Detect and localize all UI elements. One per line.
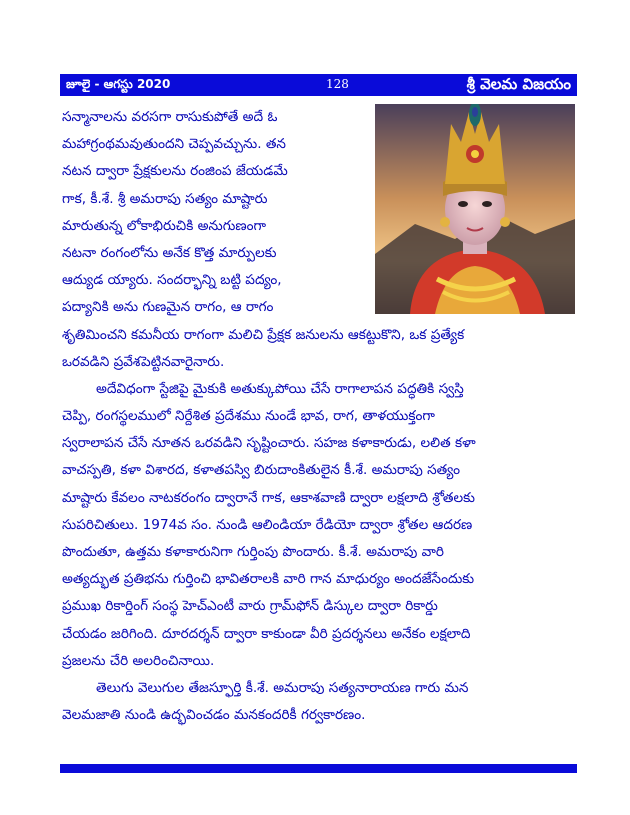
- issue-date: జూలై - ఆగస్టు 2020: [66, 77, 171, 91]
- paragraph-line: సన్మానాలను వరసగా రాసుకుపోతే అదే ఓ: [62, 109, 278, 125]
- paragraph-line: నటన ద్వారా ప్రేక్షకులను రంజింప జేయడమే: [62, 163, 288, 180]
- paragraph-line: శృతిమించని కమనీయ రాగంగా మలిచి ప్రేక్షక జనులను ఆకట్టుకొని, ఒక ప్రత్యేక: [62, 326, 465, 343]
- paragraph-line: గాక, కీ.శే. శ్రీ అమరాపు సత్యం మాష్టారు: [62, 190, 268, 207]
- paragraph-line: అదేవిధంగా స్టేజిపై మైకుకి అతుక్కుపోయి చేసే రాగాలాపన పద్ధతికి స్వస్తి: [96, 380, 464, 397]
- paragraph-line: వాచస్పతి, కళా విశారద, కళాతపస్వి బిరుదాంకితులైన కీ.శే. అమరాపు సత్యం: [62, 462, 460, 479]
- magazine-title: శ్రీ వెలమ విజయం: [466, 75, 571, 93]
- paragraph-line: చేయడం జరిగింది. దూరదర్శన్ ద్వారా కాకుండా వీరి ప్రదర్శనలు అనేకం లక్షలాది: [62, 625, 471, 642]
- paragraph-line: అత్యద్భుత ప్రతిభను గుర్తించి భావితరాలకి వారి గాన మాధుర్యం అందజేసేందుకు: [62, 571, 475, 588]
- article-body: [62, 104, 575, 729]
- paragraph-line: మహాగ్రంథమవుతుందని చెప్పవచ్చును. తన: [62, 136, 286, 153]
- paragraph-line: ఒరవడిని ప్రవేశపెట్టినవారైనారు.: [62, 353, 225, 370]
- paragraph-line: చెప్పి, రంగస్థలములో నిర్దేశిత ప్రదేశము నుండే భావ, రాగ, తాళయుక్తంగా: [62, 408, 435, 425]
- header-bar: [60, 74, 577, 96]
- paragraph-line: ప్రముఖ రికార్డింగ్ సంస్థ హెచ్ఎంటీ వారు గ్రామ్‌ఫోన్ డిస్కుల ద్వారా రికార్డు: [62, 598, 438, 615]
- paragraph-line: మాష్టారు కేవలం నాటకరంగం ద్వారానే గాక, ఆకాశవాణి ద్వారా లక్షలాది శ్రోతలకు: [62, 489, 475, 506]
- paragraph-line: స్వరాలాపన చేసే నూతన ఒరవడిని సృష్టించారు. సహజ కళాకారుడు, లలిత కళా: [62, 435, 476, 452]
- magazine-page: [60, 74, 577, 774]
- paragraph-line: తెలుగు వెలుగుల తేజస్ఫూర్తి కీ.శే. అమరాపు సత్యనారాయణ గారు మన: [96, 679, 469, 696]
- page-number: 128: [326, 77, 349, 91]
- paragraph-line: పద్యానికి అను గుణమైన రాగం, ఆ రాగం: [62, 299, 274, 316]
- paragraph-line: ఆద్యుడ య్యారు. సందర్భాన్ని బట్టి పద్యం,: [62, 272, 282, 289]
- paragraph-line: సుపరిచితులు. 1974వ సం. నుండి ఆలిండియా రేడియో ద్వారా శ్రోతల ఆదరణ: [62, 516, 473, 533]
- paragraph-line: ప్రజలను చేరి అలరించినాయి.: [62, 652, 215, 669]
- paragraph-line: నటనా రంగంలోను అనేక కొత్త మార్పులకు: [62, 244, 277, 261]
- paragraph-line: వెలమజాతి నుండి ఉద్భవించడం మనకందరికీ గర్వకారణం.: [62, 707, 366, 724]
- paragraph-line: పొందుతూ, ఉత్తమ కళాకారునిగా గుర్తింపు పొందారు. కీ.శే. అమరాపు వారి: [62, 544, 444, 560]
- paragraph-line: మారుతున్న లోకాభిరుచికి అనుగుణంగా: [62, 217, 266, 234]
- footer-bar: [60, 764, 577, 773]
